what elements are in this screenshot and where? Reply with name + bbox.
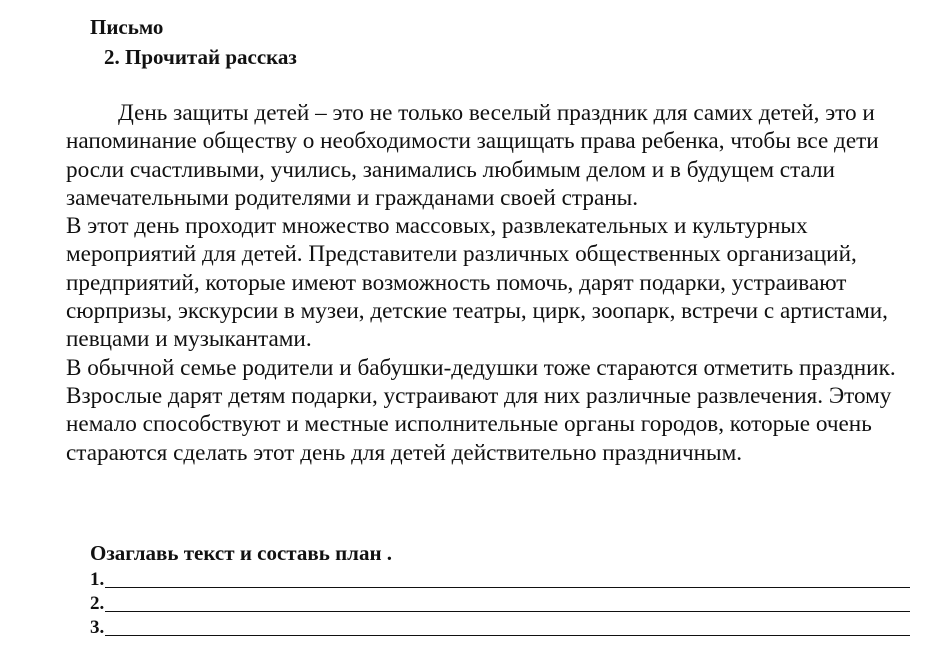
plan-list (90, 566, 910, 638)
story-text (66, 99, 906, 467)
task2-title: Озаглавь текст и составь план . (90, 541, 393, 565)
story-paragraph: День защиты детей – это не только веселый праздник для самих детей, это и напоминание обществу о необходимости защищать права ребенка, чтобы все дети росли счастливыми, учились, занимались любимым делом и в будущем стали замечательными родителями и гражданами своей страны. (66, 100, 879, 211)
story-paragraph: В этот день проходит множество массовых, развлекательных и культурных мероприятий для детей. Представители различных общественных организаций, предприятий, которые имеют возможность помочь, дарят подарки, устраивают сюрпризы, экскурсии в музеи, детские театры, цирк, зоопарк, встречи с артистами, певцами и музыкантами. (66, 213, 888, 353)
section-title: Письмо (90, 15, 164, 39)
plan-item (90, 590, 910, 614)
plan-answer-line[interactable] (105, 617, 910, 636)
plan-item-number: 3. (90, 617, 105, 638)
plan-item (90, 614, 910, 638)
plan-item-number: 1. (90, 569, 105, 590)
task-title: 2. Прочитай рассказ (104, 45, 297, 69)
story-paragraph: В обычной семье родители и бабушки-дедушки тоже стараются отметить праздник. Взрослые дарят детям подарки, устраивают для них различные развлечения. Этому немало способствуют и местные исполнительные органы городов, которые очень стараются сделать этот день для детей действительно праздничным. (66, 354, 896, 466)
plan-item-number: 2. (90, 593, 105, 614)
plan-answer-line[interactable] (105, 593, 910, 612)
plan-answer-line[interactable] (105, 569, 910, 588)
plan-item (90, 566, 910, 590)
